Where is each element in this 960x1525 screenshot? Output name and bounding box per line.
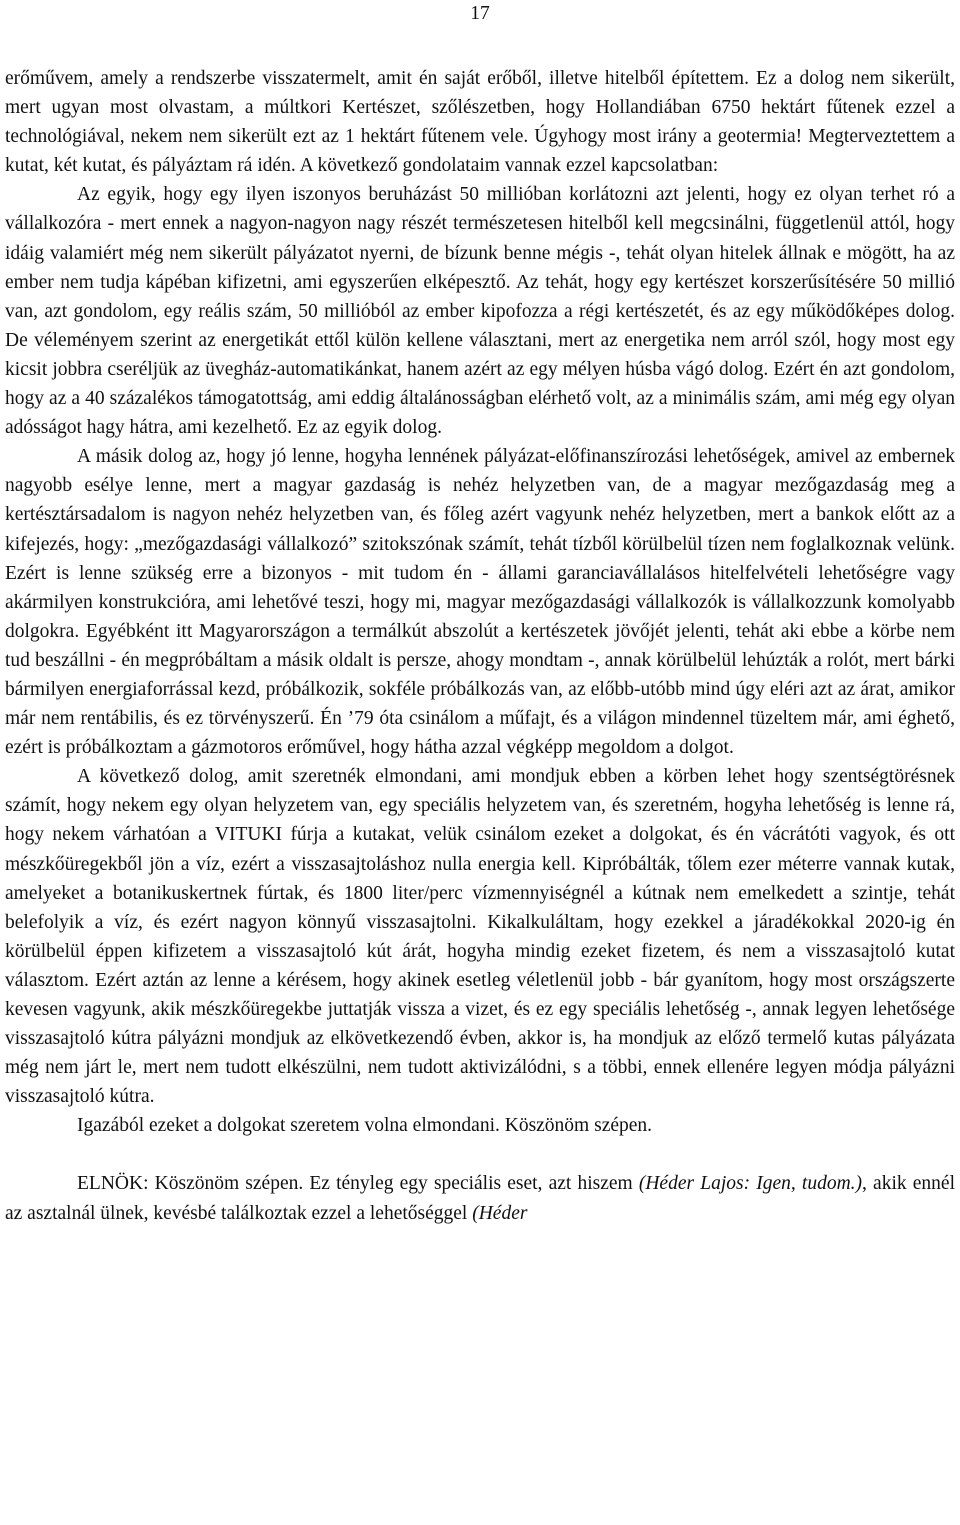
paragraph: A következő dolog, amit szeretnék elmondani, ami mondjuk ebben a körben lehet hogy szentségtörésnek számít, hogy nekem egy olyan helyzetem van, egy speciális helyzetem van, és szeretném, hogyha lehetőség is lenne rá, hogy nekem várhatóan a VITUKI fúrja a kutakat, velük csinálom ezeket a dolgokat, és én vácrátóti vagyok, és ott mészkőüregekből jön a víz, ezért a visszasajtoláshoz nulla energia kell. Kipróbálták, tőlem ezer méterre vannak kutak, amelyeket a botanikuskertnek fúrtak, és 1800 liter/perc vízmennyiségnél a kútnak nem emelkedett a szintje, tehát belefolyik a víz, és ezért nagyon könnyű visszasajtolni. Kikalkuláltam, hogy ezekkel a járadékokkal 2020-ig én körülbelül éppen kifizetem a visszasajtoló kút árát, hogyha mindig ezeket fizetem, és nem a visszasajtoló kutat választom. Ezért aztán az lenne a kérésem, hogy akinek esetleg véletlenül jobb - bár gyanítom, hogy most országszerte kevesen vagyunk, akik mészkőüregekbe juttatják vissza a vizet, és ez egy speciális lehetőség -, annak legyen lehetősége visszasajtoló kútra pályázni mondjuk az elkövetkezendő évben, akkor is, ha mondjuk az előző termelő kutas pályázata még nem járt le, mert nem tudott elkészülni, nem tudott aktivizálódni, s a többi, ennek ellenére legyen módja pályázni visszasajtoló kútra. [5,766,955,1108]
remark-text: Köszönöm szépen. Ez tényleg egy speciális eset, azt hiszem [154,1173,633,1195]
remark-text: , akik ennél az asztalnál ülnek, kevésbé találkoztak ezzel a lehetőséggel [5,1173,956,1224]
paragraph-spacer [5,1140,955,1169]
chair-remark [5,1169,955,1227]
paragraph: erőművem, amely a rendszerbe visszatermelt, amit én saját erőből, illetve hitelből építettem. Ez a dolog nem sikerült, mert ugyan most olvastam, a múltkori Kertészet, szőlészetben, hogy Hollandiában 6750 hektárt fűtenek ezzel a technológiával, nekem nem sikerült ezt az 1 hektárt fűtenem vele. Úgyhogy most irány a geotermia! Megterveztettem a kutat, két kutat, és pályáztam rá idén. A következő gondolataim vannak ezzel kapcsolatban: [5,68,955,177]
interjection: (Héder Lajos: Igen, tudom.) [638,1173,863,1195]
paragraph: Az egyik, hogy egy ilyen iszonyos beruházást 50 millióban korlátozni azt jelenti, hogy ez olyan terhet ró a vállalkozóra - mert ennek a nagyon-nagyon nagy részét természetesen hitelből kell megcsinálni, függetlenül attól, hogy idáig valamiért még nem sikerült pályázatot nyerni, de bízunk benne mégis -, tehát olyan hitelek állnak e mögött, ha az ember nem tudja kápéban kifizetni, ami egyszerűen elképesztő. Az tehát, hogy egy kertészet korszerűsítésére 50 millió van, azt gondolom, egy reális szám, 50 millióból az ember kipofozza a régi kertészetét, és az egy működőképes dolog. De véleményem szerint az energetikát ettől külön kellene választani, mert az energetika nem arról szól, hogy most egy kicsit jobbra cseréljük az üvegház-automatikánkat, hanem azért az egy mélyen húsba vágó dolog. Ezért én azt gondolom, hogy az a 40 százalékos támogatottság, ami eddig általánosságban elérhető volt, az a minimális szám, ami még egy olyan adósságot hagy hátra, ami kezelhető. Ez az egyik dolog. [5,184,955,439]
page-number: 17 [470,3,490,24]
interjection: (Héder [472,1202,528,1224]
paragraph: Igazából ezeket a dolgokat szeretem volna elmondani. Köszönöm szépen. [77,1115,653,1137]
speaker-label: ELNÖK: [77,1173,149,1195]
paragraph: A másik dolog az, hogy jó lenne, hogyha lennének pályázat-előfinanszírozási lehetőségek, amivel az embernek nagyobb esélye lenne, mert a magyar gazdaság is nehéz helyzetben van, de a magyar mezőgazdaság meg a kertésztársadalom is nagyon nehéz helyzetben van, és főleg azért vagyunk nehéz helyzetben, mert a bankok előtt az a kifejezés, hogy: „mezőgazdasági vállalkozó” szitokszónak számít, tehát tízből körülbelül tízen nem foglalkoznak velünk. Ezért is lenne szükség erre a bizonyos - mit tudom én - állami garanciavállalásos hitelfelvételi lehetőségre vagy akármilyen konstrukcióra, ami lehetővé teszi, hogy mi, magyar mezőgazdasági vállalkozók is vállalkozzunk komolyabb dolgokra. Egyébként itt Magyarországon a termálkút abszolút a kertészetek jövőjét jelenti, tehát aki ebbe a körbe nem tud beszállni - én megpróbáltam a másik oldalt is persze, ahogy mondtam -, annak körülbelül lehúzták a rolót, mert bárki bármilyen energiaforrással kezd, próbálkozik, sokféle próbálkozás van, az előbb-utóbb mind úgy eléri azt az árat, amikor már nem rentábilis, és ez törvényszerű. Én ’79 óta csinálom a műfajt, és a világon mindennel tüzeltem már, ami éghető, ezért is próbálkoztam a gázmotoros erőművel, hogy hátha azzal végképp megoldom a dolgot. [5,446,955,759]
document-body [5,64,955,1228]
